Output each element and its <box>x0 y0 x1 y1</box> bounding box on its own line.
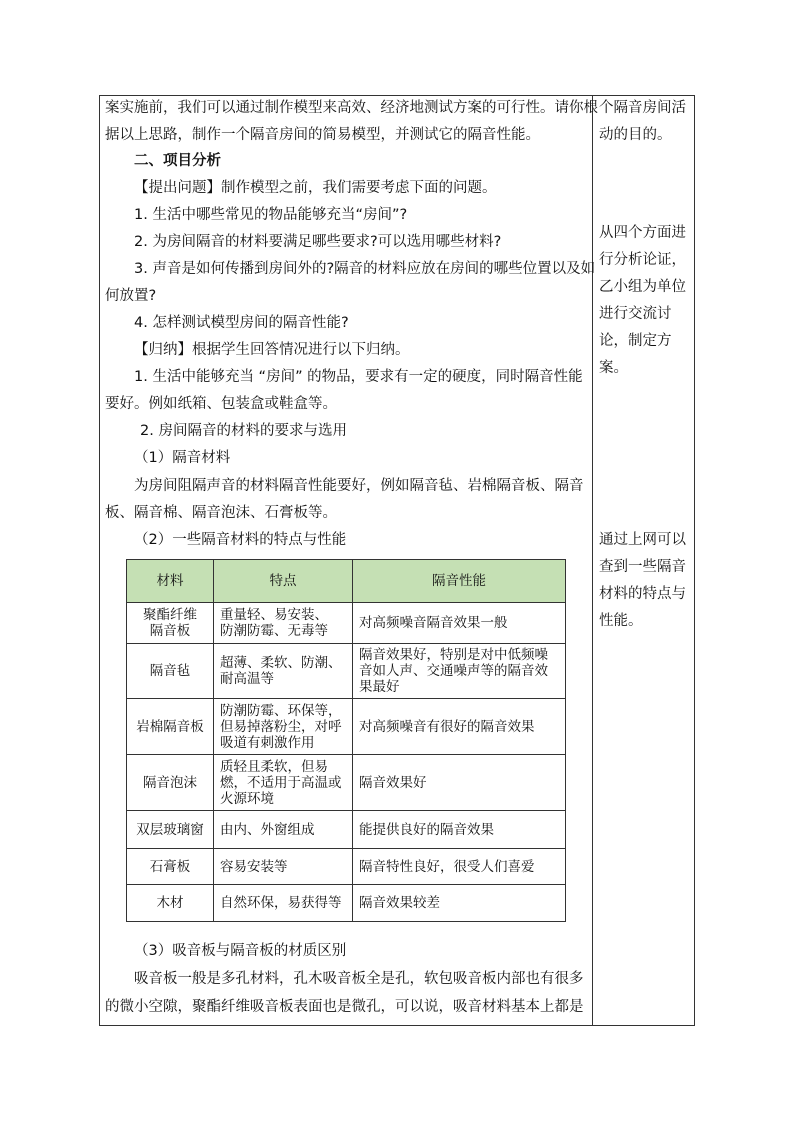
note-line: 个隔音房间活 <box>599 100 686 116</box>
material-cell: 双层玻璃窗 <box>127 811 214 849</box>
performance-cell: 能提供良好的隔音效果 <box>353 811 566 849</box>
header-material: 材料 <box>127 560 214 603</box>
table-row <box>127 885 566 922</box>
performance-cell: 对高频噪音有很好的隔音效果 <box>353 699 566 755</box>
table-row <box>127 849 566 885</box>
lesson-plan-table <box>99 95 695 1026</box>
header-feature: 特点 <box>214 560 353 603</box>
feature-cell: 自然环保，易获得等 <box>214 885 353 922</box>
table-header-row <box>127 560 566 603</box>
performance-cell: 隔音效果好 <box>353 755 566 811</box>
question-item: 2. 为房间隔音的材料要满足哪些要求?可以选用哪些材料? <box>134 234 502 250</box>
note-line: 案。 <box>599 360 628 376</box>
question-item: 4. 怎样测试模型房间的隔音性能? <box>134 315 349 331</box>
feature-cell: 由内、外窗组成 <box>214 811 353 849</box>
section-heading: 二、项目分析 <box>134 153 221 169</box>
note-line: 动的目的。 <box>599 127 672 143</box>
note-line: 材料的特点与 <box>599 586 686 602</box>
performance-cell: 隔音效果较差 <box>353 885 566 922</box>
table-row <box>127 811 566 849</box>
note-line: 通过上网可以 <box>599 532 686 548</box>
paragraph-line: 案实施前，我们可以通过制作模型来高效、经济地测试方案的可行性。请你根 <box>105 100 598 116</box>
subheading: （3）吸音板与隔音板的材质区别 <box>134 943 347 959</box>
material-cell: 隔音毡 <box>127 644 214 699</box>
performance-cell: 对高频噪音隔音效果一般 <box>353 603 566 644</box>
feature-cell: 防潮防霉、环保等， 但易掉落粉尘，对呼 吸道有刺激作用 <box>214 699 353 755</box>
question-item: 1. 生活中哪些常见的物品能够充当“房间”? <box>134 207 408 223</box>
paragraph-line: 【归纳】根据学生回答情况进行以下归纳。 <box>134 342 410 358</box>
note-line: 行分析论证， <box>599 252 686 268</box>
column-divider <box>592 96 593 1025</box>
note-line: 论，制定方 <box>599 333 672 349</box>
note-line: 进行交流讨 <box>599 306 672 322</box>
question-item-cont: 何放置? <box>105 288 157 304</box>
note-line: 查到一些隔音 <box>599 559 686 575</box>
note-line: 乙小组为单位 <box>599 279 686 295</box>
subheading: （2）一些隔音材料的特点与性能 <box>134 532 347 548</box>
material-cell: 岩棉隔音板 <box>127 699 214 755</box>
performance-cell: 隔音效果好，特别是对中低频噪 音如人声、交通噪声等的隔音效 果最好 <box>353 644 566 699</box>
question-item: 3. 声音是如何传播到房间外的?隔音的材料应放在房间的哪些位置以及如 <box>134 261 596 277</box>
paragraph-line: 板、隔音棉、隔音泡沫、石膏板等。 <box>105 505 337 521</box>
table-row <box>127 699 566 755</box>
material-cell: 隔音泡沫 <box>127 755 214 811</box>
material-cell: 聚酯纤维 隔音板 <box>127 603 214 644</box>
note-line: 从四个方面进 <box>599 225 686 241</box>
materials-table <box>126 559 566 922</box>
table-row <box>127 603 566 644</box>
paragraph-line: 的微小空隙，聚酯纤维吸音板表面也是微孔，可以说，吸音材料基本上都是 <box>105 999 584 1015</box>
summary-item: 2. 房间隔音的材料的要求与选用 <box>140 423 347 439</box>
summary-item-cont: 要好。例如纸箱、包装盒或鞋盒等。 <box>105 396 337 412</box>
paragraph-line: 据以上思路，制作一个隔音房间的简易模型，并测试它的隔音性能。 <box>105 127 540 143</box>
summary-item: 1. 生活中能够充当 “房间” 的物品，要求有一定的硬度，同时隔音性能 <box>134 369 583 385</box>
feature-cell: 容易安装等 <box>214 849 353 885</box>
paragraph-line: 【提出问题】制作模型之前，我们需要考虑下面的问题。 <box>134 180 497 196</box>
feature-cell: 重量轻、易安装、 防潮防霉、无毒等 <box>214 603 353 644</box>
subheading: （1）隔音材料 <box>134 450 231 466</box>
table-row <box>127 755 566 811</box>
table-row <box>127 644 566 699</box>
feature-cell: 质轻且柔软，但易 燃，不适用于高温或 火源环境 <box>214 755 353 811</box>
performance-cell: 隔音特性良好，很受人们喜爱 <box>353 849 566 885</box>
paragraph-line: 吸音板一般是多孔材料，孔木吸音板全是孔，软包吸音板内部也有很多 <box>134 971 584 987</box>
note-line: 性能。 <box>599 613 643 629</box>
paragraph-line: 为房间阻隔声音的材料隔音性能要好，例如隔音毡、岩棉隔音板、隔音 <box>134 478 584 494</box>
material-cell: 石膏板 <box>127 849 214 885</box>
feature-cell: 超薄、柔软、防潮、 耐高温等 <box>214 644 353 699</box>
material-cell: 木材 <box>127 885 214 922</box>
header-performance: 隔音性能 <box>353 560 566 603</box>
